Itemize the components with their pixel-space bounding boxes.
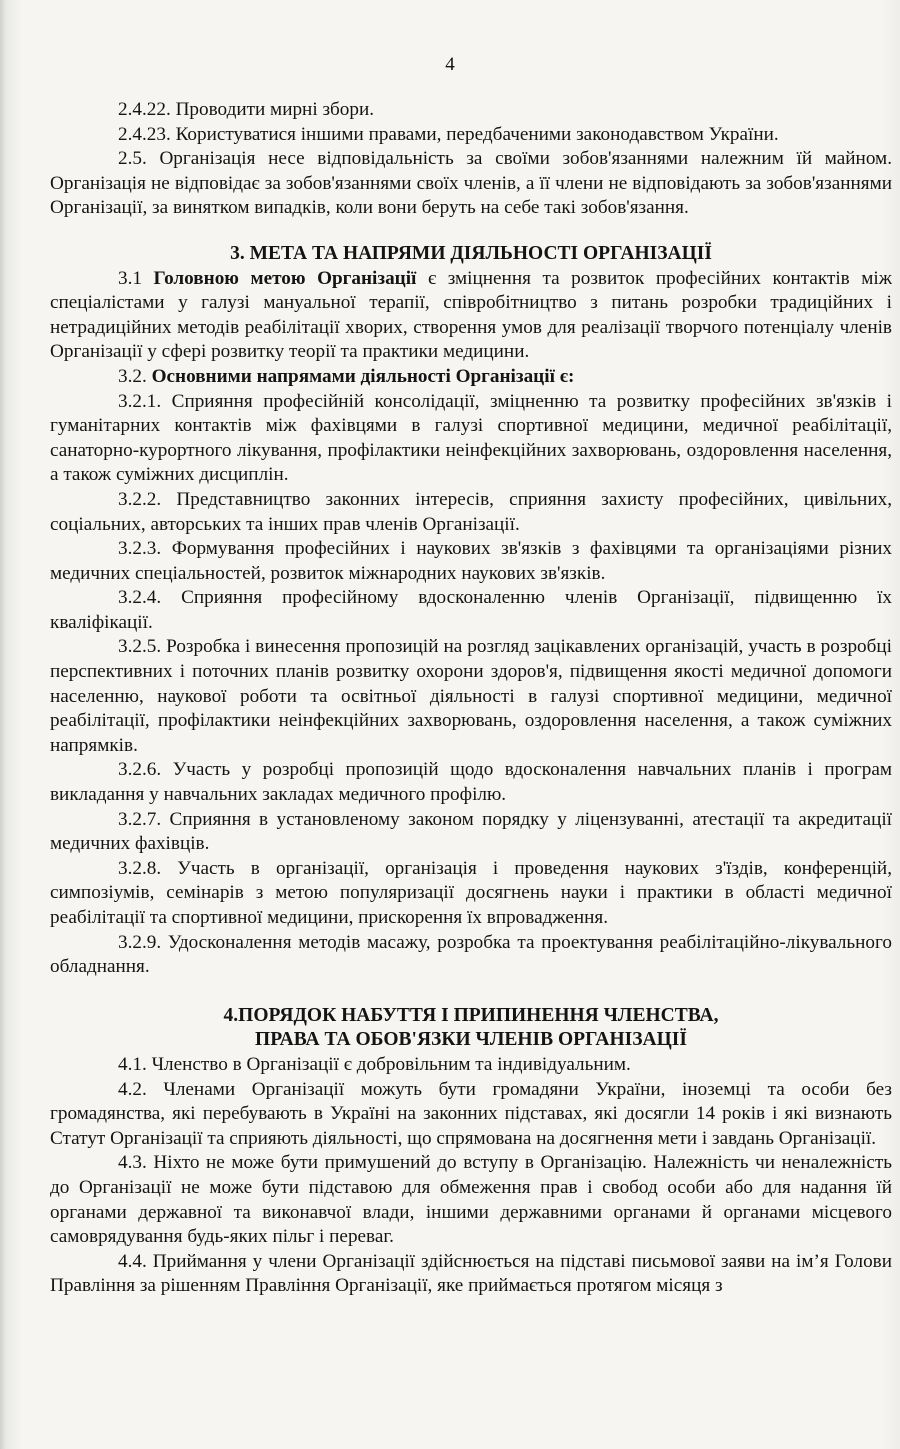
paragraph-2-5: 2.5. Організація несе відповідальність за своїми зобов'язаннями належним їй майном. Організація не відповідає за зобов'язаннями своїх членів, а її члени не відповідають за зобов'язаннями Організації, за винятком випадків, коли вони беруть на себе такі зобов'язання. [50, 148, 892, 219]
section-4-heading: 4.ПОРЯДОК НАБУТТЯ І ПРИПИНЕННЯ ЧЛЕНСТВА, ПРАВА ТА ОБОВ'ЯЗКИ ЧЛЕНІВ ОРГАНІЗАЦІЇ [223, 1004, 719, 1051]
paragraph-4-1: 4.1. Членство в Організації є добровільним та індивідуальним. [118, 1053, 631, 1075]
spacer [50, 980, 892, 1004]
paragraph-4-2: 4.2. Членами Організації можуть бути громадяни України, іноземці та особи без громадянства, які перебувають в Україні на законних підставах, які досягли 14 років і які визнають Статут Організації та сприяють діяльності, що спрямована на досягнення мети і завдань Організації. [50, 1078, 892, 1149]
paragraph-2-4-22: 2.4.22. Проводити мирні збори. [118, 99, 375, 120]
paragraph-3-2 [50, 365, 892, 390]
paragraph-3-2-4: 3.2.4. Сприяння професійному вдосконаленню членів Організації, підвищенню їх кваліфікації. [50, 587, 892, 633]
paragraph-3-2-8: 3.2.8. Участь в організації, організація і проведення наукових з'їздів, конференцій, симпозіумів, семінарів з метою популяризації досягнень науки і практики в області медичної реабілітації та спортивної медицини, прискорення їх впровадження. [50, 857, 892, 928]
document-body [50, 98, 892, 1299]
spacer [50, 221, 892, 242]
paragraph-2-4-23: 2.4.23. Користуватися іншими правами, передбаченими законодавством України. [118, 123, 779, 145]
paragraph-3-2-3: 3.2.3. Формування професійних і наукових зв'язків з фахівцями та організаціями різних медичних спеціальностей, розвиток міжнародних наукових зв'язків. [50, 538, 892, 584]
paragraph-3-1 [50, 267, 892, 365]
paragraph-3-1-bold: Головною метою Організації [153, 267, 417, 289]
paragraph-3-2-7: 3.2.7. Сприяння в установленому законом порядку у ліцензуванні, атестації та акредитації медичних фахівців. [50, 808, 892, 855]
page-number: 4 [445, 54, 455, 75]
paragraph-3-2-2: 3.2.2. Представництво законних інтересів, сприяння захисту професійних, цивільних, соціальних, авторських та інших прав членів Організації. [50, 488, 892, 535]
paragraph-4-4: 4.4. Приймання у члени Організації здійснюється на підставі письмової заяви на ім’я Голови Правління за рішенням Правління Організації, яке приймається протягом місяця з [50, 1250, 892, 1297]
paragraph-3-2-1: 3.2.1. Сприяння професійній консолідації, зміцненню та розвитку професійних зв'язків і гуманітарних контактів між фахівцями в галузі спортивної медицини, медичної реабілітації, санаторно-курортного лікування, профілактики неінфекційних захворювань, оздоровлення населення, а також суміжних дисциплін. [50, 390, 892, 486]
paragraph-3-2-number: 3.2. [118, 365, 152, 387]
paragraph-3-1-number: 3.1 [118, 267, 154, 289]
paragraph-4-3: 4.3. Ніхто не може бути примушений до вступу в Організацію. Належність чи неналежність до Організації не може бути підставою для обмеження прав і свобод особи або для надання їй органами державної та виконавчої влади, іншими державними органами й органами місцевого самоврядування будь-яких пільг і переваг. [50, 1152, 892, 1248]
paragraph-3-2-bold: Основними напрямами діяльності Організації є: [151, 365, 575, 387]
paragraph-3-1-text: є зміцнення та розвиток професійних контактів між спеціалістами у галузі мануальної терапії, співробітництво з питань розробки традиційних і нетрадиційних методів реабілітації хворих, створення умов для реалізації творчого потенціалу членів Організації у сфері розвитку теорії та практики медицини. [50, 267, 892, 363]
paragraph-3-2-9: 3.2.9. Удосконалення методів масажу, розробка та проектування реабілітаційно-лікувального обладнання. [50, 931, 892, 978]
section-3-heading: 3. МЕТА ТА НАПРЯМИ ДІЯЛЬНОСТІ ОРГАНІЗАЦІЇ [230, 242, 712, 264]
paragraph-3-2-5: 3.2.5. Розробка і винесення пропозицій на розгляд зацікавлених організацій, участь в розробці перспективних і поточних планів розвитку охорони здоров'я, підвищення якості медичної допомоги населенню, наукової роботи та освітньої діяльності в галузі спортивної медицини, медичної реабілітації, профілактики неінфекційних захворювань, оздоровлення населення, а також суміжних напрямків. [50, 636, 892, 756]
paragraph-3-2-6: 3.2.6. Участь у розробці пропозицій щодо вдосконалення навчальних планів і програм викладання у навчальних закладах медичного профілю. [50, 759, 892, 806]
